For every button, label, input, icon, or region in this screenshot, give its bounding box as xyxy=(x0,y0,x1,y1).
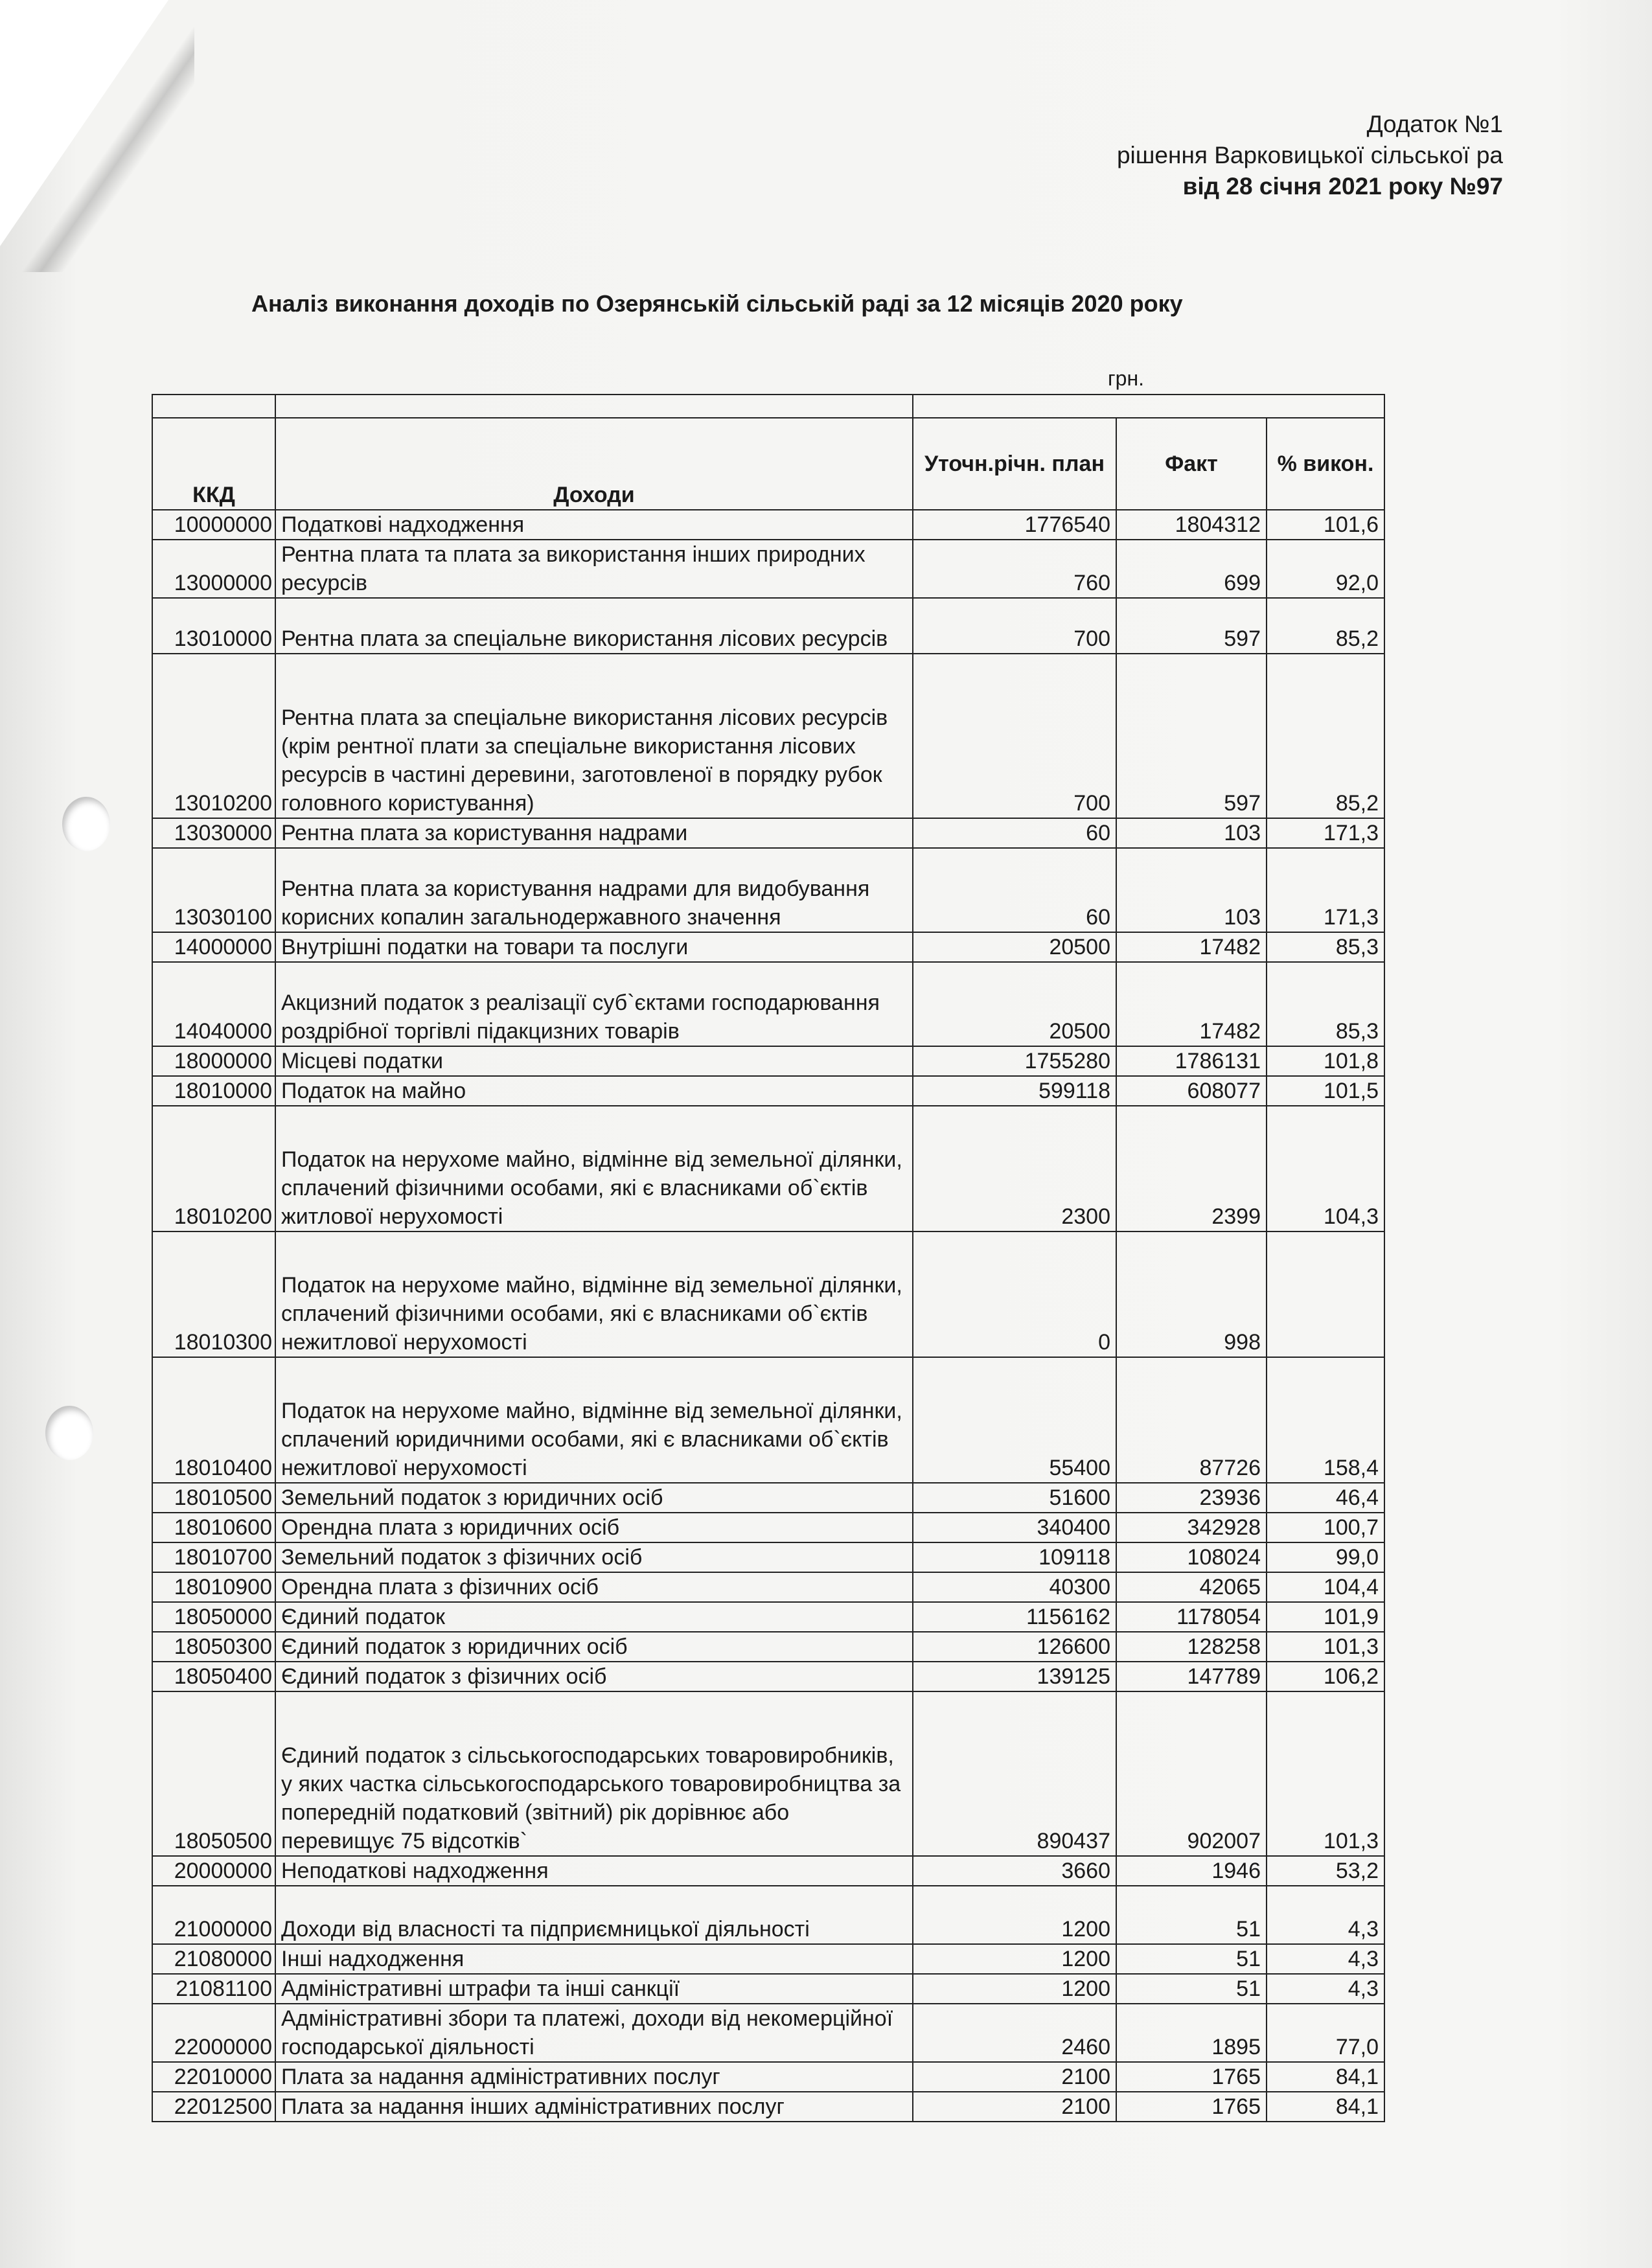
punch-hole-bottom xyxy=(45,1406,93,1460)
row-income-name: Внутрішні податки на товари та послуги xyxy=(275,932,913,962)
row-fact: 608077 xyxy=(1116,1076,1267,1106)
table-row xyxy=(152,1572,1384,1602)
row-fact: 103 xyxy=(1116,818,1267,848)
row-code: 18050000 xyxy=(152,1602,275,1632)
table-row xyxy=(152,2092,1384,2122)
row-percent: 46,4 xyxy=(1267,1483,1384,1513)
table-row xyxy=(152,932,1384,962)
row-code: 18010400 xyxy=(152,1357,275,1483)
row-plan: 2460 xyxy=(913,2004,1116,2062)
row-percent: 85,3 xyxy=(1267,932,1384,962)
row-fact: 699 xyxy=(1116,540,1267,598)
row-income-name: Податкові надходження xyxy=(275,510,913,540)
table-row xyxy=(152,1662,1384,1691)
row-fact: 2399 xyxy=(1116,1106,1267,1231)
row-income-name: Рентна плата та плата за використання інших природних ресурсів xyxy=(275,540,913,598)
table-row xyxy=(152,654,1384,818)
row-percent: 84,1 xyxy=(1267,2092,1384,2122)
row-plan: 890437 xyxy=(913,1691,1116,1856)
row-plan: 760 xyxy=(913,540,1116,598)
row-plan: 1200 xyxy=(913,1886,1116,1944)
row-plan: 0 xyxy=(913,1231,1116,1357)
row-code: 18000000 xyxy=(152,1046,275,1076)
row-code: 22012500 xyxy=(152,2092,275,2122)
row-fact: 147789 xyxy=(1116,1662,1267,1691)
row-code: 18050300 xyxy=(152,1632,275,1662)
row-code: 21080000 xyxy=(152,1944,275,1974)
row-percent: 77,0 xyxy=(1267,2004,1384,2062)
header-fact: Факт xyxy=(1116,418,1267,510)
row-code: 21000000 xyxy=(152,1886,275,1944)
row-fact: 17482 xyxy=(1116,932,1267,962)
row-percent: 4,3 xyxy=(1267,1974,1384,2004)
row-code: 18050500 xyxy=(152,1691,275,1856)
table-row xyxy=(152,1691,1384,1856)
row-fact: 51 xyxy=(1116,1886,1267,1944)
row-fact: 342928 xyxy=(1116,1513,1267,1542)
row-plan: 51600 xyxy=(913,1483,1116,1513)
row-percent: 85,2 xyxy=(1267,654,1384,818)
row-percent: 101,3 xyxy=(1267,1632,1384,1662)
row-plan: 60 xyxy=(913,818,1116,848)
row-fact: 1765 xyxy=(1116,2062,1267,2092)
row-income-name: Місцеві податки xyxy=(275,1046,913,1076)
row-fact: 1786131 xyxy=(1116,1046,1267,1076)
row-income-name: Податок на майно xyxy=(275,1076,913,1106)
table-row xyxy=(152,1632,1384,1662)
row-fact: 1765 xyxy=(1116,2092,1267,2122)
row-income-name: Орендна плата з юридичних осіб xyxy=(275,1513,913,1542)
row-plan: 55400 xyxy=(913,1357,1116,1483)
row-fact: 1178054 xyxy=(1116,1602,1267,1632)
table-row xyxy=(152,510,1384,540)
row-code: 22010000 xyxy=(152,2062,275,2092)
row-income-name: Рентна плата за спеціальне використання лісових ресурсів xyxy=(275,598,913,654)
row-percent xyxy=(1267,1231,1384,1357)
table-row xyxy=(152,1357,1384,1483)
document-title: Аналіз виконання доходів по Озерянській сільській раді за 12 місяців 2020 року xyxy=(251,290,1183,317)
table-row xyxy=(152,540,1384,598)
row-fact: 1895 xyxy=(1116,2004,1267,2062)
row-code: 22000000 xyxy=(152,2004,275,2062)
row-percent: 101,5 xyxy=(1267,1076,1384,1106)
row-income-name: Адміністративні штрафи та інші санкції xyxy=(275,1974,913,2004)
row-plan: 20500 xyxy=(913,962,1116,1046)
row-percent: 101,9 xyxy=(1267,1602,1384,1632)
row-plan: 109118 xyxy=(913,1542,1116,1572)
row-code: 18050400 xyxy=(152,1662,275,1691)
row-plan: 1200 xyxy=(913,1944,1116,1974)
row-fact: 902007 xyxy=(1116,1691,1267,1856)
row-code: 14040000 xyxy=(152,962,275,1046)
row-fact: 103 xyxy=(1116,848,1267,932)
folded-corner-shadow xyxy=(0,0,194,272)
decision-date: від 28 січня 2021 року №97 xyxy=(1182,173,1503,200)
table-spacer-row xyxy=(152,395,1384,418)
row-fact: 108024 xyxy=(1116,1542,1267,1572)
table-row xyxy=(152,818,1384,848)
row-code: 20000000 xyxy=(152,1856,275,1886)
row-income-name: Рентна плата за спеціальне використання лісових ресурсів (крім рентної плати за спеціальне використання лісових ресурсів в частині деревини, заготовленої в порядку рубок головного користування) xyxy=(275,654,913,818)
row-plan: 3660 xyxy=(913,1856,1116,1886)
row-code: 14000000 xyxy=(152,932,275,962)
row-code: 18010500 xyxy=(152,1483,275,1513)
row-plan: 60 xyxy=(913,848,1116,932)
row-fact: 998 xyxy=(1116,1231,1267,1357)
row-income-name: Єдиний податок з фізичних осіб xyxy=(275,1662,913,1691)
row-percent: 104,4 xyxy=(1267,1572,1384,1602)
table-body xyxy=(152,510,1384,2122)
row-plan: 340400 xyxy=(913,1513,1116,1542)
table-row xyxy=(152,1974,1384,2004)
row-code: 13030000 xyxy=(152,818,275,848)
table-header-row xyxy=(152,418,1384,510)
row-plan: 2100 xyxy=(913,2092,1116,2122)
table-row xyxy=(152,1231,1384,1357)
table-row xyxy=(152,1076,1384,1106)
header-income: Доходи xyxy=(275,418,913,510)
table-row xyxy=(152,1944,1384,1974)
row-plan: 126600 xyxy=(913,1632,1116,1662)
row-plan: 2300 xyxy=(913,1106,1116,1231)
header-code: ККД xyxy=(152,418,275,510)
row-plan: 1200 xyxy=(913,1974,1116,2004)
row-percent: 100,7 xyxy=(1267,1513,1384,1542)
row-code: 18010200 xyxy=(152,1106,275,1231)
table-row xyxy=(152,1886,1384,1944)
income-table xyxy=(152,394,1385,2122)
table-row xyxy=(152,1046,1384,1076)
row-code: 18010300 xyxy=(152,1231,275,1357)
row-percent: 171,3 xyxy=(1267,848,1384,932)
decision-reference: рішення Варковицької сільської ра xyxy=(1116,142,1503,168)
appendix-header xyxy=(1117,109,1503,202)
row-income-name: Податок на нерухоме майно, відмінне від земельної ділянки, сплачений фізичними особами, які є власниками об`єктів житлової нерухомості xyxy=(275,1106,913,1231)
row-percent: 92,0 xyxy=(1267,540,1384,598)
row-fact: 23936 xyxy=(1116,1483,1267,1513)
row-percent: 101,8 xyxy=(1267,1046,1384,1076)
row-plan: 2100 xyxy=(913,2062,1116,2092)
table-row xyxy=(152,2004,1384,2062)
row-income-name: Неподаткові надходження xyxy=(275,1856,913,1886)
row-plan: 700 xyxy=(913,598,1116,654)
row-plan: 599118 xyxy=(913,1076,1116,1106)
row-plan: 1776540 xyxy=(913,510,1116,540)
row-percent: 85,3 xyxy=(1267,962,1384,1046)
row-fact: 17482 xyxy=(1116,962,1267,1046)
row-percent: 85,2 xyxy=(1267,598,1384,654)
row-code: 18010600 xyxy=(152,1513,275,1542)
row-percent: 104,3 xyxy=(1267,1106,1384,1231)
row-code: 13010000 xyxy=(152,598,275,654)
row-code: 13030100 xyxy=(152,848,275,932)
row-plan: 1156162 xyxy=(913,1602,1116,1632)
row-percent: 106,2 xyxy=(1267,1662,1384,1691)
row-percent: 4,3 xyxy=(1267,1886,1384,1944)
row-plan: 700 xyxy=(913,654,1116,818)
row-percent: 101,6 xyxy=(1267,510,1384,540)
header-plan: Уточн.річн. план xyxy=(913,418,1116,510)
row-income-name: Плата за надання інших адміністративних послуг xyxy=(275,2092,913,2122)
row-plan: 40300 xyxy=(913,1572,1116,1602)
row-income-name: Податок на нерухоме майно, відмінне від земельної ділянки, сплачений фізичними особами, які є власниками об`єктів нежитлової нерухомості xyxy=(275,1231,913,1357)
row-percent: 53,2 xyxy=(1267,1856,1384,1886)
row-fact: 597 xyxy=(1116,598,1267,654)
table-row xyxy=(152,2062,1384,2092)
row-code: 13010200 xyxy=(152,654,275,818)
punch-hole-top xyxy=(62,797,110,851)
row-fact: 51 xyxy=(1116,1944,1267,1974)
row-percent: 101,3 xyxy=(1267,1691,1384,1856)
row-fact: 87726 xyxy=(1116,1357,1267,1483)
row-plan: 20500 xyxy=(913,932,1116,962)
row-income-name: Рентна плата за користування надрами для видобування корисних копалин загальнодержавного значення xyxy=(275,848,913,932)
table-row xyxy=(152,1483,1384,1513)
row-fact: 1946 xyxy=(1116,1856,1267,1886)
row-percent: 99,0 xyxy=(1267,1542,1384,1572)
row-plan: 139125 xyxy=(913,1662,1116,1691)
row-percent: 4,3 xyxy=(1267,1944,1384,1974)
row-fact: 597 xyxy=(1116,654,1267,818)
row-income-name: Доходи від власності та підприємницької діяльності xyxy=(275,1886,913,1944)
row-code: 13000000 xyxy=(152,540,275,598)
table-row xyxy=(152,1513,1384,1542)
row-income-name: Інші надходження xyxy=(275,1944,913,1974)
row-income-name: Земельний податок з юридичних осіб xyxy=(275,1483,913,1513)
row-income-name: Рентна плата за користування надрами xyxy=(275,818,913,848)
row-income-name: Єдиний податок xyxy=(275,1602,913,1632)
row-code: 21081100 xyxy=(152,1974,275,2004)
row-code: 10000000 xyxy=(152,510,275,540)
table-row xyxy=(152,848,1384,932)
appendix-number: Додаток №1 xyxy=(1366,111,1503,137)
row-fact: 51 xyxy=(1116,1974,1267,2004)
row-fact: 42065 xyxy=(1116,1572,1267,1602)
row-percent: 84,1 xyxy=(1267,2062,1384,2092)
row-code: 18010700 xyxy=(152,1542,275,1572)
currency-unit: грн. xyxy=(1108,367,1145,390)
row-income-name: Акцизний податок з реалізації суб`єктами господарювання роздрібної торгівлі підакцизних товарів xyxy=(275,962,913,1046)
row-income-name: Податок на нерухоме майно, відмінне від земельної ділянки, сплачений юридичними особами, які є власниками об`єктів нежитлової нерухомості xyxy=(275,1357,913,1483)
table-row xyxy=(152,1542,1384,1572)
row-income-name: Орендна плата з фізичних осіб xyxy=(275,1572,913,1602)
table-row xyxy=(152,1856,1384,1886)
row-percent: 158,4 xyxy=(1267,1357,1384,1483)
row-code: 18010900 xyxy=(152,1572,275,1602)
row-income-name: Єдиний податок з сільськогосподарських товаровиробників, у яких частка сільськогосподарського товаровиробництва за попередній податковий (звітний) рік дорівнює або перевищує 75 відсотків` xyxy=(275,1691,913,1856)
table-row xyxy=(152,962,1384,1046)
table-row xyxy=(152,1602,1384,1632)
row-fact: 128258 xyxy=(1116,1632,1267,1662)
row-fact: 1804312 xyxy=(1116,510,1267,540)
row-plan: 1755280 xyxy=(913,1046,1116,1076)
row-code: 18010000 xyxy=(152,1076,275,1106)
table-row xyxy=(152,1106,1384,1231)
header-percent: % викон. xyxy=(1267,418,1384,510)
row-income-name: Земельний податок з фізичних осіб xyxy=(275,1542,913,1572)
row-income-name: Адміністративні збори та платежі, доходи від некомерційної господарської діяльності xyxy=(275,2004,913,2062)
table-row xyxy=(152,598,1384,654)
row-income-name: Плата за надання адміністративних послуг xyxy=(275,2062,913,2092)
row-income-name: Єдиний податок з юридичних осіб xyxy=(275,1632,913,1662)
row-percent: 171,3 xyxy=(1267,818,1384,848)
